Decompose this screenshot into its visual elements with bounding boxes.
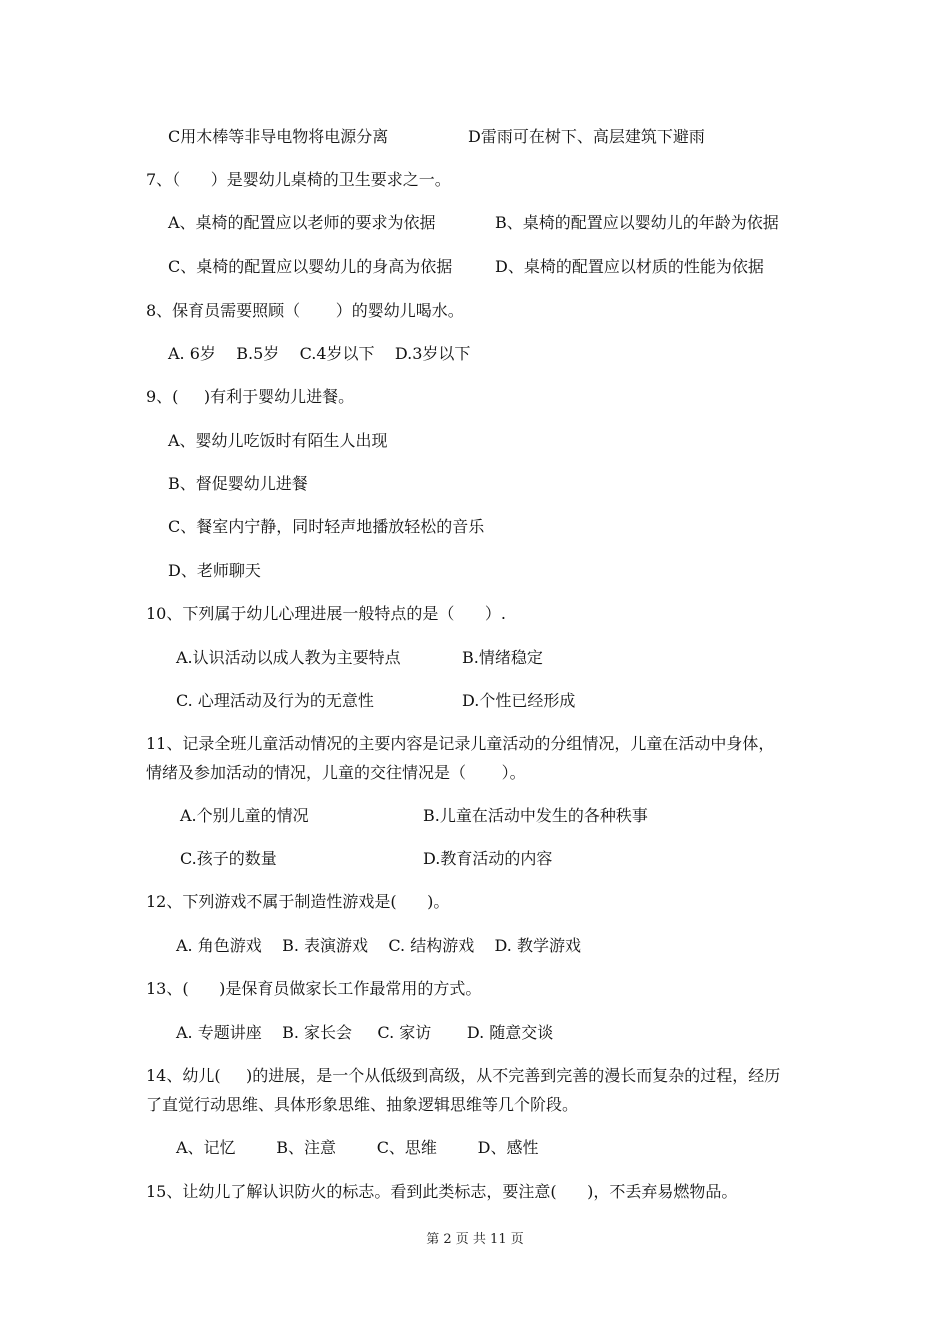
q10-stem: 10、下列属于幼儿心理进展一般特点的是（ ）. — [146, 604, 506, 623]
q8-stem: 8、保育员需要照顾（ ）的婴幼儿喝水。 — [146, 301, 464, 320]
q15-stem: 15、让幼儿了解认识防火的标志。看到此类标志，要注意( )，不丢弃易燃物品。 — [146, 1182, 738, 1201]
q10-option-c: C. 心理活动及行为的无意性 — [176, 691, 374, 710]
q9-option-c: C、餐室内宁静，同时轻声地播放轻松的音乐 — [168, 517, 485, 536]
q6-option-d: D雷雨可在树下、高层建筑下避雨 — [468, 127, 705, 146]
q6-option-c: C用木棒等非导电物将电源分离 — [168, 127, 389, 146]
q11-stem-line2: 情绪及参加活动的情况，儿童的交往情况是（ ）。 — [146, 763, 526, 782]
q10-option-d: D.个性已经形成 — [462, 691, 576, 710]
q7-stem: 7、（ ）是婴幼儿桌椅的卫生要求之一。 — [146, 170, 451, 189]
q8-options: A. 6岁 B.5岁 C.4岁以下 D.3岁以下 — [168, 344, 471, 363]
q9-option-a: A、婴幼儿吃饭时有陌生人出现 — [168, 431, 388, 450]
q11-option-a: A.个别儿童的情况 — [180, 806, 309, 825]
q13-options: A. 专题讲座 B. 家长会 C. 家访 D. 随意交谈 — [176, 1023, 554, 1042]
q11-option-b: B.儿童在活动中发生的各种秩事 — [423, 806, 648, 825]
q13-stem: 13、( )是保育员做家长工作最常用的方式。 — [146, 979, 482, 998]
q14-options: A、记忆 B、注意 C、思维 D、感性 — [176, 1138, 539, 1157]
q14-stem-line1: 14、幼儿( )的进展，是一个从低级到高级，从不完善到完善的漫长而复杂的过程，经历 — [146, 1066, 781, 1085]
q7-option-a: A、桌椅的配置应以老师的要求为依据 — [168, 213, 436, 232]
q9-option-d: D、老师聊天 — [168, 561, 261, 580]
q9-option-b: B、督促婴幼儿进餐 — [168, 474, 308, 493]
q10-option-b: B.情绪稳定 — [462, 648, 543, 667]
q10-option-a: A.认识活动以成人教为主要特点 — [176, 648, 401, 667]
q14-stem-line2: 了直觉行动思维、具体形象思维、抽象逻辑思维等几个阶段。 — [146, 1095, 579, 1114]
q12-stem: 12、下列游戏不属于制造性游戏是( )。 — [146, 892, 450, 911]
q9-stem: 9、( )有利于婴幼儿进餐。 — [146, 387, 355, 406]
q12-options: A. 角色游戏 B. 表演游戏 C. 结构游戏 D. 教学游戏 — [176, 936, 581, 955]
q7-option-d: D、桌椅的配置应以材质的性能为依据 — [495, 257, 764, 276]
q7-option-c: C、桌椅的配置应以婴幼儿的身高为依据 — [168, 257, 453, 276]
q7-option-b: B、桌椅的配置应以婴幼儿的年龄为依据 — [495, 213, 779, 232]
page-footer: 第 2 页 共 11 页 — [426, 1232, 524, 1247]
q11-option-c: C.孩子的数量 — [180, 849, 277, 868]
q11-stem-line1: 11、记录全班儿童活动情况的主要内容是记录儿童活动的分组情况，儿童在活动中身体， — [146, 734, 775, 753]
q11-option-d: D.教育活动的内容 — [423, 849, 553, 868]
